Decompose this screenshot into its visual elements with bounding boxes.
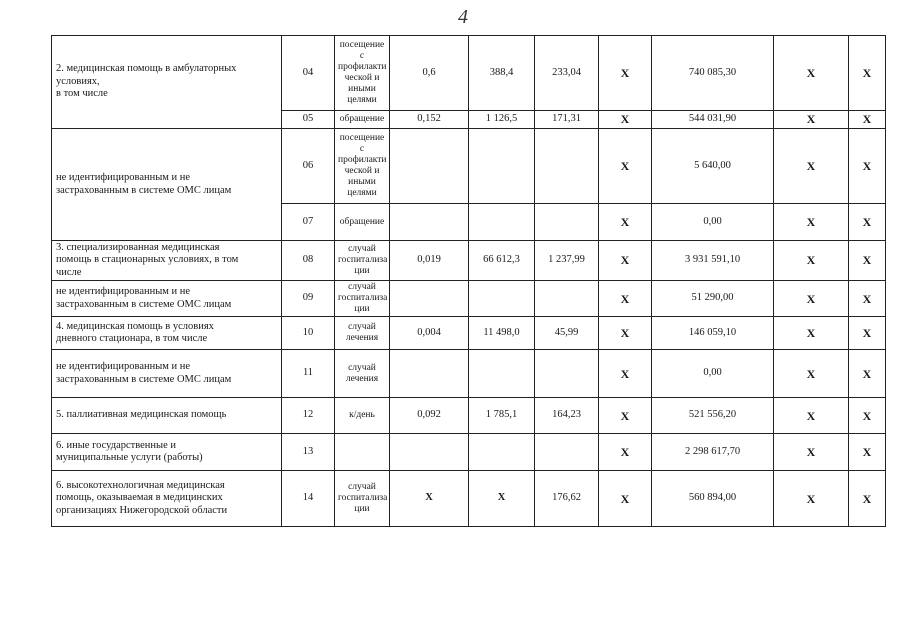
cell-per-capita: 45,99: [535, 317, 599, 350]
cell-c9: X: [774, 471, 849, 527]
row-name: 6. высокотехнологичная медицинская помощь, оказываемая в медицинских организациях Нижегородской области: [52, 471, 282, 527]
cell-per-capita: [535, 434, 599, 471]
table-row: [52, 471, 886, 527]
cell-c10: X: [849, 111, 886, 129]
cell-total: 544 031,90: [652, 111, 774, 129]
cell-cost: X: [469, 471, 535, 527]
cell-norm: X: [390, 471, 469, 527]
row-unit: случай лечения: [335, 317, 390, 350]
row-unit: к/день: [335, 398, 390, 434]
cell-c9: X: [774, 350, 849, 398]
row-code: 14: [282, 471, 335, 527]
row-unit: обращение: [335, 204, 390, 241]
row-name: не идентифицированным и не застрахованным в системе ОМС лицам: [52, 350, 282, 398]
row-unit: случай госпитализа ции: [335, 241, 390, 281]
row-code: 13: [282, 434, 335, 471]
row-unit: случай лечения: [335, 350, 390, 398]
row-code: 11: [282, 350, 335, 398]
cell-total: 51 290,00: [652, 281, 774, 317]
row-unit: обращение: [335, 111, 390, 129]
cell-c9: X: [774, 36, 849, 111]
cell-c9: X: [774, 317, 849, 350]
data-table: [51, 35, 886, 527]
cell-cost: 11 498,0: [469, 317, 535, 350]
cell-per-capita: 164,23: [535, 398, 599, 434]
cell-c7: X: [599, 398, 652, 434]
row-code: 05: [282, 111, 335, 129]
cell-cost: [469, 281, 535, 317]
cell-cost: [469, 129, 535, 204]
table-body: [52, 36, 886, 527]
cell-c7: X: [599, 471, 652, 527]
cell-norm: 0,6: [390, 36, 469, 111]
cell-total: 5 640,00: [652, 129, 774, 204]
cell-norm: [390, 281, 469, 317]
row-code: 12: [282, 398, 335, 434]
cell-total: 521 556,20: [652, 398, 774, 434]
table-row: [52, 129, 886, 204]
row-unit: случай госпитализа ции: [335, 471, 390, 527]
cell-norm: [390, 204, 469, 241]
cell-cost: 66 612,3: [469, 241, 535, 281]
cell-c7: X: [599, 281, 652, 317]
cell-norm: 0,019: [390, 241, 469, 281]
cell-total: 740 085,30: [652, 36, 774, 111]
cell-per-capita: [535, 204, 599, 241]
table-row: [52, 434, 886, 471]
cell-per-capita: [535, 281, 599, 317]
cell-c9: X: [774, 129, 849, 204]
cell-c9: X: [774, 398, 849, 434]
table-row: [52, 398, 886, 434]
cell-total: 146 059,10: [652, 317, 774, 350]
table-row: [52, 241, 886, 281]
cell-c7: X: [599, 350, 652, 398]
cell-norm: [390, 350, 469, 398]
cell-c7: X: [599, 36, 652, 111]
table-row: [52, 36, 886, 111]
row-code: 06: [282, 129, 335, 204]
cell-c10: X: [849, 36, 886, 111]
cell-norm: 0,004: [390, 317, 469, 350]
cell-per-capita: 233,04: [535, 36, 599, 111]
row-name: 2. медицинская помощь в амбулаторных условиях, в том числе: [52, 36, 282, 129]
row-name: не идентифицированным и не застрахованным в системе ОМС лицам: [52, 129, 282, 241]
cell-c9: X: [774, 281, 849, 317]
cell-c10: X: [849, 434, 886, 471]
cell-c7: X: [599, 111, 652, 129]
cell-total: 560 894,00: [652, 471, 774, 527]
row-unit: посещение с профилакти ческой и иными целями: [335, 129, 390, 204]
cell-c7: X: [599, 129, 652, 204]
row-code: 07: [282, 204, 335, 241]
row-name: 5. паллиативная медицинская помощь: [52, 398, 282, 434]
cell-total: 0,00: [652, 204, 774, 241]
cell-c10: X: [849, 398, 886, 434]
row-name: не идентифицированным и не застрахованным в системе ОМС лицам: [52, 281, 282, 317]
cell-c9: X: [774, 111, 849, 129]
cell-norm: [390, 129, 469, 204]
cell-c9: X: [774, 434, 849, 471]
table-row: [52, 350, 886, 398]
cell-c9: X: [774, 204, 849, 241]
row-code: 10: [282, 317, 335, 350]
cell-c10: X: [849, 281, 886, 317]
cell-total: 0,00: [652, 350, 774, 398]
cell-norm: [390, 434, 469, 471]
cell-norm: 0,092: [390, 398, 469, 434]
table-row: [52, 317, 886, 350]
cell-c10: X: [849, 241, 886, 281]
cell-cost: 1 126,5: [469, 111, 535, 129]
row-code: 04: [282, 36, 335, 111]
page-number: 4: [458, 6, 468, 28]
cell-c10: X: [849, 350, 886, 398]
row-name: 3. специализированная медицинская помощь в стационарных условиях, в том числе: [52, 241, 282, 281]
row-name: 6. иные государственные и муниципальные услуги (работы): [52, 434, 282, 471]
cell-per-capita: 1 237,99: [535, 241, 599, 281]
row-name: 4. медицинская помощь в условиях дневного стационара, в том числе: [52, 317, 282, 350]
cell-c10: X: [849, 317, 886, 350]
row-code: 09: [282, 281, 335, 317]
cell-per-capita: 171,31: [535, 111, 599, 129]
table-row: [52, 281, 886, 317]
cell-c7: X: [599, 317, 652, 350]
cell-norm: 0,152: [390, 111, 469, 129]
cell-c10: X: [849, 204, 886, 241]
cell-c7: X: [599, 434, 652, 471]
cell-total: 3 931 591,10: [652, 241, 774, 281]
cell-c9: X: [774, 241, 849, 281]
cell-per-capita: [535, 350, 599, 398]
cell-cost: [469, 204, 535, 241]
cell-cost: [469, 434, 535, 471]
cell-cost: [469, 350, 535, 398]
cell-cost: 1 785,1: [469, 398, 535, 434]
cell-c7: X: [599, 204, 652, 241]
cell-cost: 388,4: [469, 36, 535, 111]
row-unit: посещение с профилакти ческой и иными целями: [335, 36, 390, 111]
cell-c7: X: [599, 241, 652, 281]
cell-total: 2 298 617,70: [652, 434, 774, 471]
row-unit: случай госпитализа ции: [335, 281, 390, 317]
cell-c10: X: [849, 129, 886, 204]
row-unit: [335, 434, 390, 471]
row-code: 08: [282, 241, 335, 281]
cell-c10: X: [849, 471, 886, 527]
cell-per-capita: 176,62: [535, 471, 599, 527]
cell-per-capita: [535, 129, 599, 204]
